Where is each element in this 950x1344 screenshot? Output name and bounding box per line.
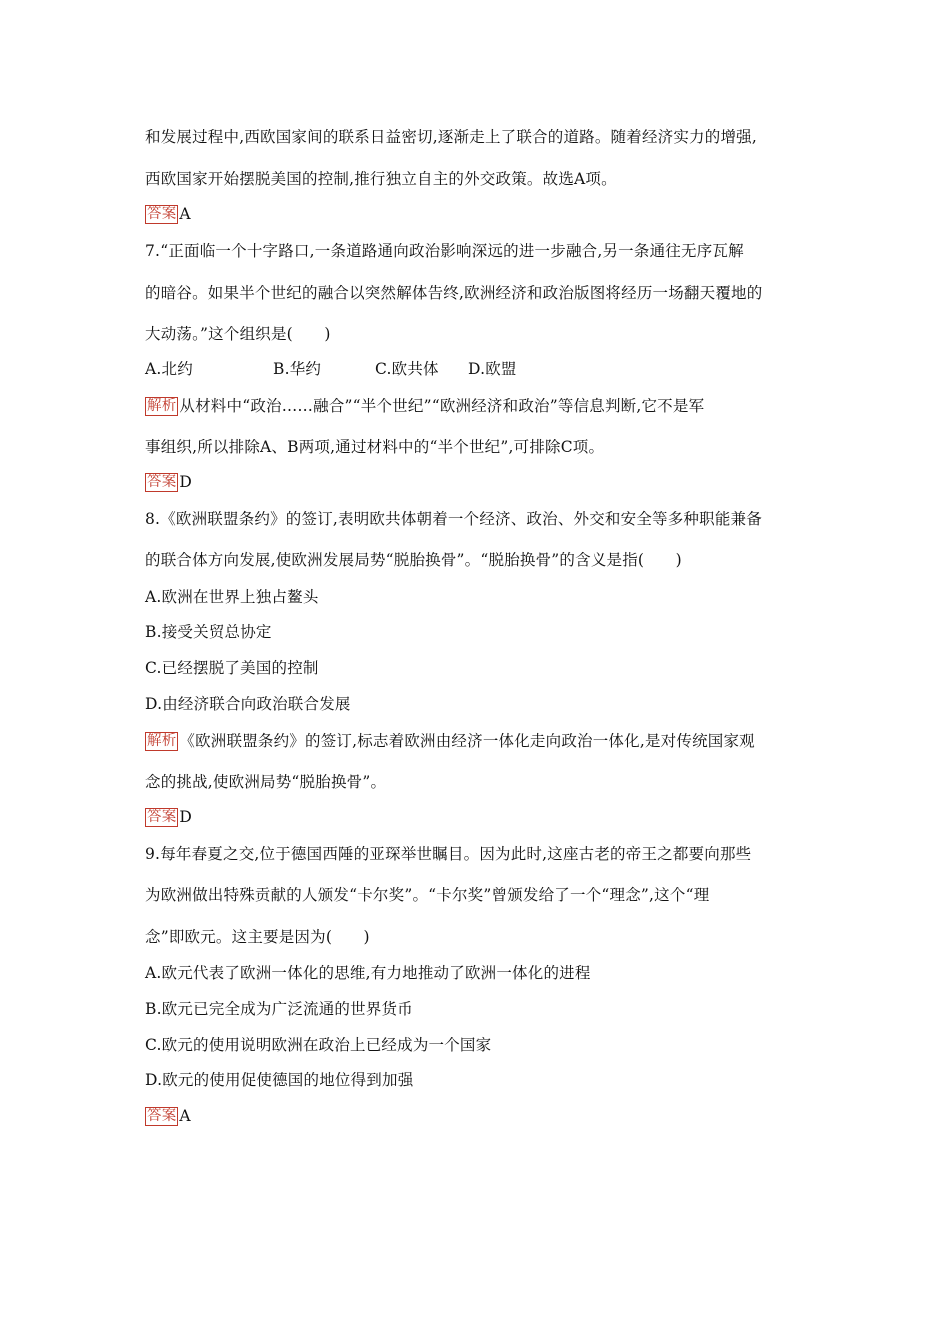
option-c: C.欧共体	[375, 360, 439, 378]
answer-tag: 答案	[147, 206, 177, 222]
text-line: 和发展过程中,西欧国家间的联系日益密切,逐渐走上了联合的道路。随着经济实力的增强,	[145, 128, 757, 146]
answer-value: A	[179, 205, 191, 223]
analysis-text: 从材料中“政治……融合”“半个世纪”“欧洲经济和政治”等信息判断,它不是军	[179, 397, 705, 415]
answer-value: D	[179, 473, 193, 491]
analysis-line	[145, 396, 815, 416]
question-8-stem: 的联合体方向发展,使欧洲发展局势“脱胎换骨”。“脱胎换骨”的含义是指( )	[145, 551, 682, 569]
answer-tag: 答案	[147, 474, 177, 490]
question-7-stem: 大动荡。”这个组织是( )	[145, 325, 331, 343]
option-d: D.欧元的使用促使德国的地位得到加强	[145, 1071, 414, 1089]
answer-line	[145, 1106, 815, 1126]
question-9-stem: 为欧洲做出特殊贡献的人颁发“卡尔奖”。“卡尔奖”曾颁发给了一个“理念”,这个“理	[145, 886, 710, 904]
answer-value: A	[179, 1107, 191, 1125]
option-a: A.北约	[145, 360, 193, 378]
question-7-stem: 的暗谷。如果半个世纪的融合以突然解体告终,欧洲经济和政治版图将经历一场翻天覆地的	[145, 284, 763, 302]
option-c: C.已经摆脱了美国的控制	[145, 659, 319, 677]
question-9-stem: 9.每年春夏之交,位于德国西陲的亚琛举世瞩目。因为此时,这座古老的帝王之都要向那些	[145, 845, 752, 863]
analysis-line: 事组织,所以排除A、B两项,通过材料中的“半个世纪”,可排除C项。	[145, 438, 605, 456]
answer-tag: 答案	[147, 1108, 177, 1124]
option-b: B.华约	[273, 360, 322, 378]
question-8-stem: 8.《欧洲联盟条约》的签订,表明欧共体朝着一个经济、政治、外交和安全等多种职能兼备	[145, 510, 762, 528]
text-line: 西欧国家开始摆脱美国的控制,推行独立自主的外交政策。故选A项。	[145, 170, 617, 188]
analysis-tag: 解析	[147, 733, 177, 749]
answer-line	[145, 204, 815, 224]
analysis-text: 《欧洲联盟条约》的签订,标志着欧洲由经济一体化走向政治一体化,是对传统国家观	[179, 732, 755, 750]
question-7-stem: 7.“正面临一个十字路口,一条道路通向政治影响深远的进一步融合,另一条通往无序瓦解	[145, 242, 744, 260]
question-9-stem: 念”即欧元。这主要是因为( )	[145, 928, 370, 946]
option-d: D.欧盟	[468, 360, 517, 378]
analysis-line	[145, 731, 815, 751]
analysis-tag: 解析	[147, 398, 177, 414]
answer-tag: 答案	[147, 809, 177, 825]
answer-line	[145, 472, 815, 492]
analysis-line: 念的挑战,使欧洲局势“脱胎换骨”。	[145, 773, 387, 791]
option-b: B.接受关贸总协定	[145, 623, 272, 641]
option-a: A.欧元代表了欧洲一体化的思维,有力地推动了欧洲一体化的进程	[145, 964, 591, 982]
question-7-options	[145, 359, 815, 379]
option-a: A.欧洲在世界上独占鳌头	[145, 588, 319, 606]
answer-value: D	[179, 808, 193, 826]
answer-line	[145, 807, 815, 827]
option-d: D.由经济联合向政治联合发展	[145, 695, 351, 713]
option-c: C.欧元的使用说明欧洲在政治上已经成为一个国家	[145, 1036, 492, 1054]
option-b: B.欧元已完全成为广泛流通的世界货币	[145, 1000, 413, 1018]
